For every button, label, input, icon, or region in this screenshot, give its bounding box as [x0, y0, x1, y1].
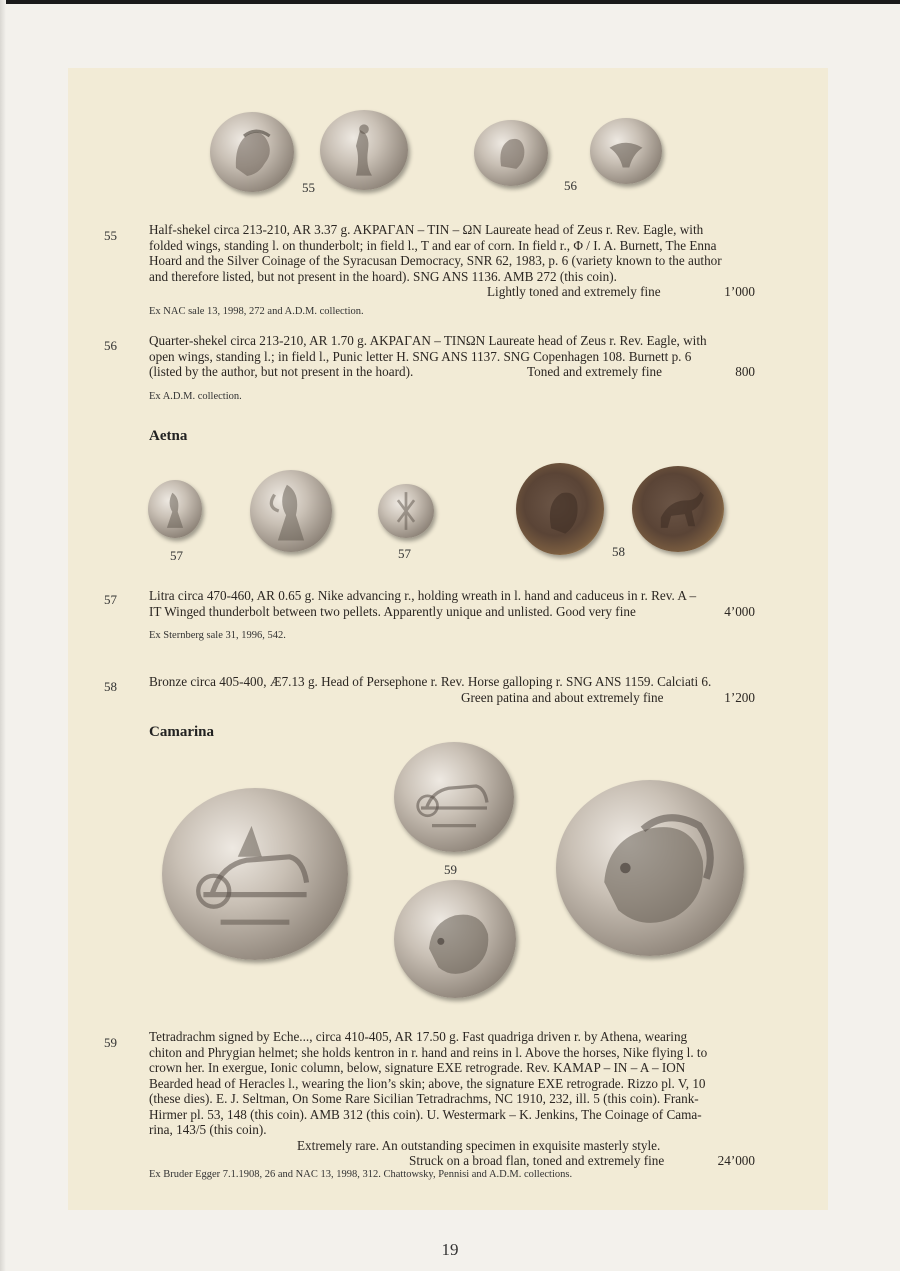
lot-55-grade: Lightly toned and extremely fine — [487, 284, 661, 299]
figure-label-59: 59 — [444, 862, 457, 877]
lot-59-line: crown her. In exergue, Ionic column, below, signature EXE retrograde. Rev. KAMAP – IN – A – ION — [149, 1060, 686, 1075]
coin-56-obverse-zeus-image — [474, 120, 548, 186]
lot-56-description — [149, 333, 755, 380]
figure-label-56: 56 — [564, 178, 577, 193]
page-edge-shadow — [0, 0, 6, 1271]
lot-59-grade-row — [149, 1153, 755, 1169]
top-edge — [0, 0, 900, 4]
lot-56-line: open wings, standing l.; in field l., Punic letter H. SNG ANS 1137. SNG Copenhagen 108. Burnett p. 6 — [149, 348, 692, 364]
lot-number-55: 55 — [104, 228, 117, 243]
coin-59-reverse-heracles-image — [394, 880, 516, 998]
lot-56-price: 800 — [735, 364, 755, 379]
section-heading-aetna: Aetna — [149, 428, 188, 444]
lot-56-grade-row — [149, 364, 755, 380]
lot-56-tail-text: (listed by the author, but not present in the hoard). — [149, 364, 414, 379]
lot-57-tail-text: IT Winged thunderbolt between two pellets. Apparently unique and unlisted. Good very fine — [149, 603, 636, 619]
coin-59-obverse-quadriga-image — [394, 742, 514, 852]
coin-57-reverse-thunderbolt-image — [378, 484, 434, 538]
lot-59-line: rina, 143/5 (this coin). — [149, 1122, 267, 1137]
lot-59-provenance: Ex Bruder Egger 7.1.1908, 26 and NAC 13, 1998, 312. Chattowsky, Pennisi and A.D.M. collections. — [149, 1169, 573, 1180]
lot-57-line: Litra circa 470-460, AR 0.65 g. Nike advancing r., holding wreath in l. hand and caduceus in r. Rev. A – — [149, 588, 697, 603]
figure-label-55: 55 — [302, 180, 315, 195]
figure-label-58: 58 — [612, 544, 625, 559]
lot-58-grade: Green patina and about extremely fine — [461, 689, 664, 705]
coin-57-obverse-nike-image — [148, 480, 202, 538]
section-heading-camarina: Camarina — [149, 724, 214, 740]
lot-number-57: 57 — [104, 592, 117, 607]
lot-58-price: 1’200 — [724, 689, 755, 705]
lot-number-59: 59 — [104, 1035, 117, 1050]
coin-59-reverse-heracles-enlarged-image — [556, 780, 744, 956]
lot-59-price: 24’000 — [717, 1153, 755, 1168]
lot-55-line: folded wings, standing l. on thunderbolt; in field l., T and ear of corn. In field r., Φ / I. A. Burnett, The Enna — [149, 237, 717, 253]
lot-56-provenance: Ex A.D.M. collection. — [149, 391, 242, 402]
lot-57-price: 4’000 — [724, 603, 755, 619]
lot-59-line: (these dies). E. J. Seltman, On Some Rare Sicilian Tetradrachms, NC 1910, 232, ill. 5 (this coin). Frank- — [149, 1091, 699, 1106]
coin-55-obverse-zeus-image — [210, 112, 294, 192]
lot-58-description — [149, 674, 755, 705]
lot-number-58: 58 — [104, 679, 117, 694]
page-number: 19 — [441, 1240, 459, 1259]
lot-59-description — [149, 1029, 755, 1169]
lot-57-grade-row — [149, 604, 755, 620]
lot-57-description — [149, 588, 755, 619]
lot-58-grade-row — [149, 690, 755, 706]
coin-59-obverse-quadriga-enlarged-image — [162, 788, 348, 960]
coin-56-reverse-eagle-image — [590, 118, 662, 184]
lot-59-note: Extremely rare. An outstanding specimen in exquisite masterly style. — [297, 1137, 661, 1153]
lot-number-56: 56 — [104, 338, 117, 353]
lot-57-provenance: Ex Sternberg sale 31, 1996, 542. — [149, 630, 286, 641]
figure-label-57b: 57 — [398, 546, 411, 561]
coin-58-obverse-persephone-image — [516, 463, 604, 555]
lot-55-price: 1’000 — [724, 284, 755, 299]
lot-58-line: Bronze circa 405-400, Æ7.13 g. Head of Persephone r. Rev. Horse galloping r. SNG ANS 1159. Calciati 6. — [149, 674, 712, 689]
lot-59-grade: Struck on a broad flan, toned and extremely fine — [409, 1153, 665, 1168]
lot-56-line: Quarter-shekel circa 213-210, AR 1.70 g. AKPAΓAN – TINΩN Laureate head of Zeus r. Rev. Eagle, with — [149, 333, 707, 348]
lot-59-line: chiton and Phrygian helmet; she holds kentron in r. hand and reins in l. Above the horses, Nike flying l. to — [149, 1044, 708, 1060]
lot-59-line: Bearded head of Heracles l., wearing the lion’s skin; above, the signature EXE retrograde. Rizzo pl. V, 10 — [149, 1075, 706, 1091]
coin-58-reverse-horse-image — [632, 466, 724, 552]
lot-59-note-row — [149, 1138, 755, 1154]
lot-55-description — [149, 222, 755, 300]
coin-55-reverse-eagle-image — [320, 110, 408, 190]
lot-55-line: Half-shekel circa 213-210, AR 3.37 g. AKPAΓAN – TIN – ΩN Laureate head of Zeus r. Rev. Eagle, with — [149, 222, 704, 237]
lot-59-line: Tetradrachm signed by Eche..., circa 410-405, AR 17.50 g. Fast quadriga driven r. by Athena, wearing — [149, 1029, 688, 1044]
coin-57-obverse-nike-enlarged-image — [250, 470, 332, 552]
lot-55-line: and therefore listed, but not present in the hoard). SNG ANS 1136. AMB 272 (this coin). — [149, 268, 617, 284]
figure-label-57a: 57 — [170, 548, 183, 563]
lot-55-provenance: Ex NAC sale 13, 1998, 272 and A.D.M. collection. — [149, 306, 364, 317]
lot-55-grade-row — [149, 284, 755, 300]
lot-55-line: Hoard and the Silver Coinage of the Syracusan Democracy, SNR 62, 1983, p. 6 (variety known to the author — [149, 253, 722, 268]
lot-59-line: Hirmer pl. 53, 148 (this coin). AMB 312 (this coin). U. Westermark – K. Jenkins, The Coinage of Cama- — [149, 1106, 702, 1122]
lot-56-grade: Toned and extremely fine — [527, 364, 662, 379]
